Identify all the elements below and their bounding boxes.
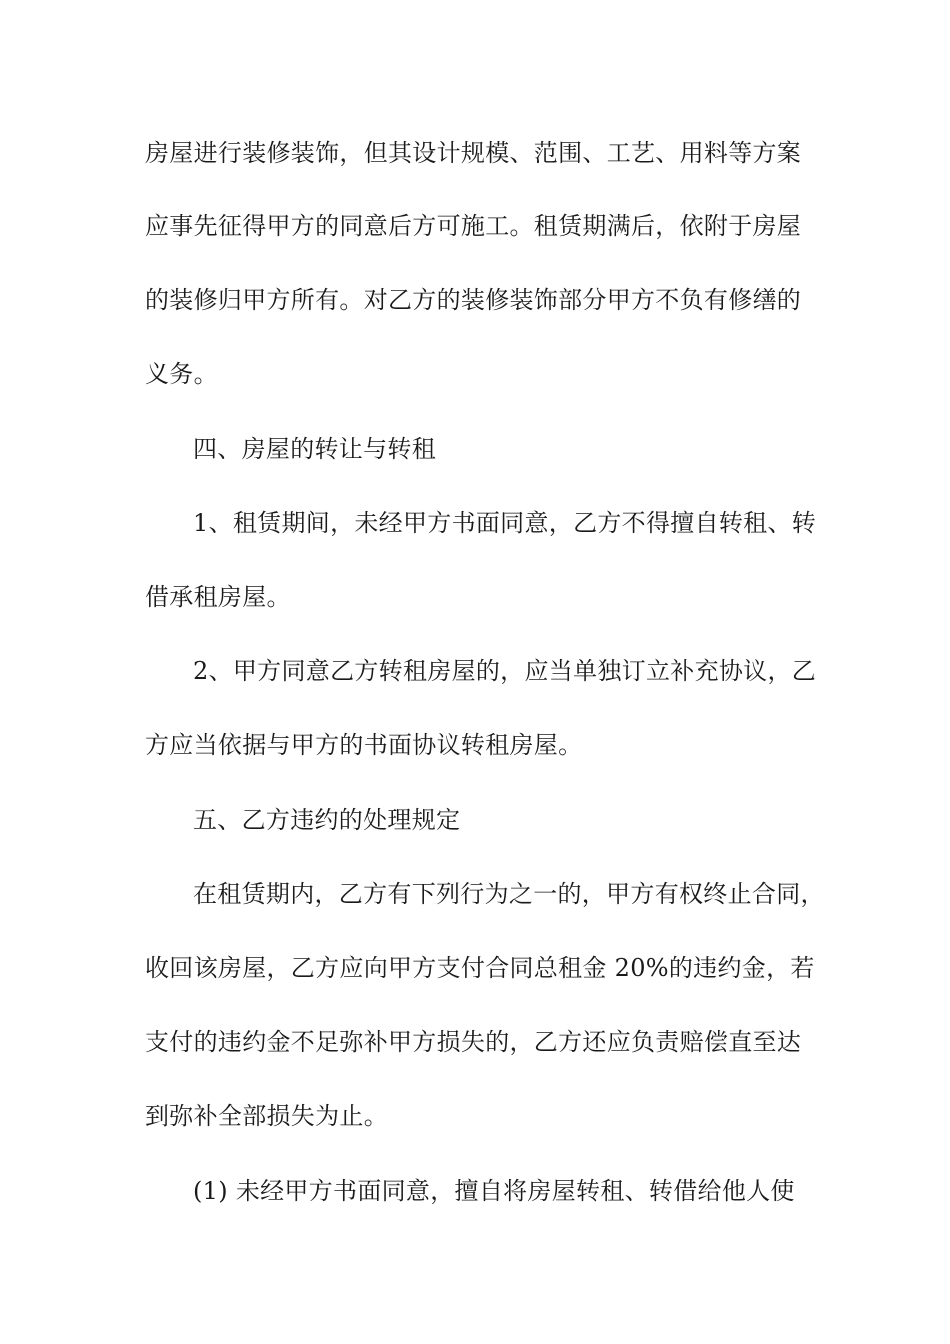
paragraph-line: 1、租赁期间，未经甲方书面同意，乙方不得擅自转租、转 (193, 509, 817, 537)
paragraph-line: 义务。 (145, 360, 218, 388)
list-item-line: (1) 未经甲方书面同意，擅自将房屋转租、转借给他人使 (193, 1177, 795, 1205)
paragraph-line: 借承租房屋。 (145, 583, 291, 611)
paragraph-line: 方应当依据与甲方的书面协议转租房屋。 (145, 731, 583, 759)
paragraph-line: 到弥补全部损失为止。 (145, 1102, 388, 1130)
paragraph-line: 2、甲方同意乙方转租房屋的，应当单独订立补充协议，乙 (193, 657, 817, 685)
paragraph-line: 应事先征得甲方的同意后方可施工。租赁期满后，依附于房屋 (145, 212, 802, 240)
paragraph-line: 的装修归甲方所有。对乙方的装修装饰部分甲方不负有修缮的 (145, 286, 802, 314)
paragraph-line: 收回该房屋，乙方应向甲方支付合同总租金 20%的违约金，若 (145, 954, 815, 982)
paragraph-line: 支付的违约金不足弥补甲方损失的，乙方还应负责赔偿直至达 (145, 1028, 802, 1056)
section-heading: 五、乙方违约的处理规定 (193, 806, 461, 834)
paragraph-line: 房屋进行装修装饰，但其设计规模、范围、工艺、用料等方案 (145, 139, 802, 167)
section-heading: 四、房屋的转让与转租 (193, 435, 436, 463)
paragraph-line: 在租赁期内，乙方有下列行为之一的，甲方有权终止合同， (193, 880, 825, 908)
